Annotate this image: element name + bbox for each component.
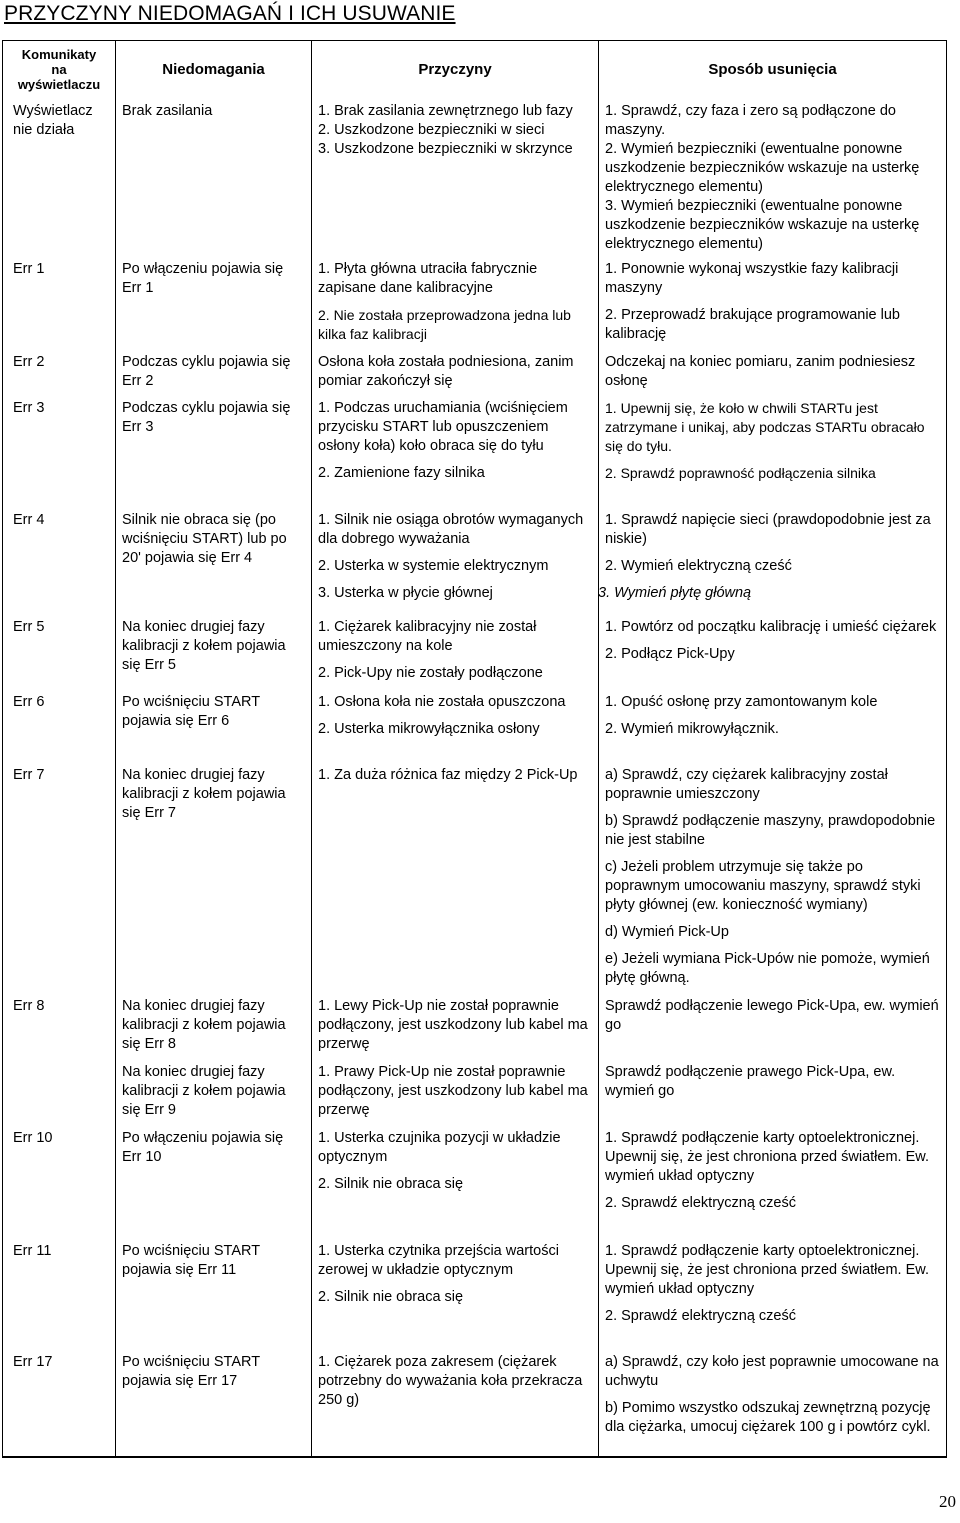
cause-item: 1. Podczas uruchamiania (wciśnięciem przycisku START lub opuszczeniem osłony koła) koło obraca się do tyłu xyxy=(318,400,568,454)
error-code: Err 8 xyxy=(13,998,45,1014)
cause-item: 2. Zamienione fazy silnika xyxy=(318,465,485,481)
remedy-item: Odczekaj na koniec pomiaru, zanim podniesiesz osłonę xyxy=(605,354,916,389)
remedy-cell xyxy=(599,98,947,256)
cause-item: 2. Silnik nie obraca się xyxy=(318,1176,464,1192)
remedy-item: 2. Sprawdź poprawność podłączenia silnika xyxy=(605,465,876,481)
remedy-cell xyxy=(599,1238,947,1349)
cause-item: 1. Ciężarek kalibracyjny nie został umieszczony na kole xyxy=(318,619,537,654)
cause-item: 1. Za duża różnica faz między 2 Pick-Up xyxy=(318,767,578,783)
table-row xyxy=(3,507,947,614)
remedy-cell xyxy=(599,993,947,1059)
table-row xyxy=(3,1125,947,1238)
cause-cell xyxy=(312,256,599,349)
remedy-item: 2. Sprawdź elektryczną cześć xyxy=(605,1195,796,1211)
cause-item: 1. Brak zasilania zewnętrznego lub fazy 2. Uszkodzone bezpieczniki w sieci 3. Uszkodzone bezpieczniki w skrzynce xyxy=(318,103,573,157)
error-code: Err 1 xyxy=(13,261,45,277)
table-row xyxy=(3,1238,947,1349)
table-row xyxy=(3,614,947,689)
cause-item: 1. Usterka czujnika pozycji w układzie optycznym xyxy=(318,1130,561,1165)
fault-description: Po wciśnięciu START pojawia się Err 11 xyxy=(116,1238,312,1349)
fault-description: Po wciśnięciu START pojawia się Err 6 xyxy=(116,689,312,762)
cause-item: 2. Usterka w systemie elektrycznym xyxy=(318,558,549,574)
header-display-messages-line: Komunikaty xyxy=(21,47,97,62)
remedy-item: 1. Sprawdź, czy faza i zero są podłączone do maszyny. 2. Wymień bezpieczniki (ewentualne ponowne uszkodzenie bezpieczników wskazuje na usterkę elektrycznego elementu) 3. Wymień bezpieczniki (ewentualne ponowne uszkodzenie bezpieczników wskazuje na usterkę elektrycznego elementu) xyxy=(605,103,920,252)
cause-item: 2. Usterka mikrowyłącznika osłony xyxy=(318,721,540,737)
remedy-item: 2. Wymień mikrowyłącznik. xyxy=(605,721,779,737)
error-code: Err 10 xyxy=(13,1130,53,1146)
fault-description: Po włączeniu pojawia się Err 1 xyxy=(116,256,312,349)
error-code: Err 7 xyxy=(13,767,45,783)
remedy-item: 1. Sprawdź napięcie sieci (prawdopodobnie jest za niskie) xyxy=(605,512,931,547)
fault-description: Po wciśnięciu START pojawia się Err 17 xyxy=(116,1349,312,1457)
remedy-cell xyxy=(599,689,947,762)
error-code: Err 4 xyxy=(13,512,45,528)
remedy-item: 2. Sprawdź elektryczną cześć xyxy=(605,1308,796,1324)
header-display-messages xyxy=(3,41,116,99)
table-row xyxy=(3,993,947,1059)
error-code: Err 17 xyxy=(13,1354,53,1370)
cause-item: 1. Ciężarek poza zakresem (ciężarek potrzebny do wyważania koła przekracza 250 g) xyxy=(318,1354,583,1408)
page-number: 20 xyxy=(939,1492,956,1511)
table-header-row xyxy=(3,41,947,99)
cause-cell xyxy=(312,349,599,395)
remedy-item: 3. Wymień płytę główną xyxy=(598,585,752,601)
remedy-cell xyxy=(599,1125,947,1238)
table-row xyxy=(3,349,947,395)
cause-item: 2. Pick-Upy nie zostały podłączone xyxy=(318,665,543,681)
table-row xyxy=(3,256,947,349)
fault-description: Na koniec drugiej fazy kalibracji z kołem pojawia się Err 9 xyxy=(116,1059,312,1125)
remedy-item: 2. Wymień elektryczną cześć xyxy=(605,558,792,574)
header-causes: Przyczyny xyxy=(312,41,599,99)
remedy-item: b) Sprawdź podłączenie maszyny, prawdopodobnie nie jest stabilne xyxy=(605,813,936,848)
remedy-item: b) Pomimo wszystko odszukaj zewnętrzną pozycję dla ciężarka, umocuj ciężarek 100 g i powtórz cykl. xyxy=(605,1400,931,1435)
error-code: Err 11 xyxy=(13,1243,52,1259)
remedy-cell xyxy=(599,395,947,507)
remedy-item: 1. Powtórz od początku kalibrację i umieść ciężarek xyxy=(605,619,937,635)
error-code: Wyświetlacz nie działa xyxy=(13,103,93,138)
remedy-item: 1. Ponownie wykonaj wszystkie fazy kalibracji maszyny xyxy=(605,261,899,296)
fault-description: Na koniec drugiej fazy kalibracji z kołem pojawia się Err 5 xyxy=(116,614,312,689)
remedy-cell xyxy=(599,614,947,689)
fault-description: Na koniec drugiej fazy kalibracji z kołem pojawia się Err 8 xyxy=(116,993,312,1059)
cause-item: 1. Silnik nie osiąga obrotów wymaganych dla dobrego wyważania xyxy=(318,512,584,547)
cause-item: 1. Lewy Pick-Up nie został poprawnie podłączony, jest uszkodzony lub kabel ma przerwę xyxy=(318,998,588,1052)
fault-description: Podczas cyklu pojawia się Err 2 xyxy=(116,349,312,395)
cause-cell xyxy=(312,1238,599,1349)
cause-item: 1. Płyta główna utraciła fabrycznie zapisane dane kalibracyjne xyxy=(318,261,538,296)
remedy-item: 1. Sprawdź podłączenie karty optoelektronicznej. Upewnij się, że jest chroniona przed światłem. Ew. wymień układ optyczny xyxy=(605,1243,929,1297)
fault-description: Podczas cyklu pojawia się Err 3 xyxy=(116,395,312,507)
table-row xyxy=(3,1349,947,1457)
remedy-item: a) Sprawdź, czy ciężarek kalibracyjny został poprawnie umieszczony xyxy=(605,767,888,802)
cause-item: 1. Osłona koła nie została opuszczona xyxy=(318,694,566,710)
fault-description: Brak zasilania xyxy=(116,98,312,256)
header-faults: Niedomagania xyxy=(116,41,312,99)
header-remedies: Sposób usunięcia xyxy=(599,41,947,99)
remedy-item: 2. Przeprowadź brakujące programowanie lub kalibrację xyxy=(605,307,900,342)
cause-item: 3. Usterka w płycie głównej xyxy=(318,585,493,601)
remedy-item: 1. Opuść osłonę przy zamontowanym kole xyxy=(605,694,878,710)
error-code: Err 5 xyxy=(13,619,45,635)
error-code: Err 2 xyxy=(13,354,45,370)
remedy-cell xyxy=(599,507,947,614)
cause-cell xyxy=(312,98,599,256)
remedy-item: 2. Podłącz Pick-Upy xyxy=(605,646,735,662)
remedy-item: Sprawdź podłączenie prawego Pick-Upa, ew. wymień go xyxy=(605,1064,896,1099)
cause-item: Osłona koła została podniesiona, zanim pomiar zakończył się xyxy=(318,354,574,389)
cause-cell xyxy=(312,614,599,689)
remedy-item: e) Jeżeli wymiana Pick-Upów nie pomoże, wymień płytę główną. xyxy=(605,951,930,986)
header-display-messages-line: na xyxy=(51,62,67,77)
remedy-item: a) Sprawdź, czy koło jest poprawnie umocowane na uchwytu xyxy=(605,1354,939,1389)
cause-cell xyxy=(312,395,599,507)
cause-cell xyxy=(312,689,599,762)
cause-item: 2. Silnik nie obraca się xyxy=(318,1289,464,1305)
error-code: Err 3 xyxy=(13,400,45,416)
page-title: PRZYCZYNY NIEDOMAGAŃ I ICH USUWANIE xyxy=(4,2,456,25)
remedy-item: d) Wymień Pick-Up xyxy=(605,924,729,940)
header-display-messages-line: wyświetlaczu xyxy=(17,77,101,92)
table-row xyxy=(3,98,947,256)
table-row xyxy=(3,689,947,762)
fault-description: Silnik nie obraca się (po wciśnięciu START) lub po 20' pojawia się Err 4 xyxy=(116,507,312,614)
cause-cell xyxy=(312,993,599,1059)
fault-description: Na koniec drugiej fazy kalibracji z kołem pojawia się Err 7 xyxy=(116,762,312,993)
troubleshooting-table xyxy=(2,40,947,1458)
remedy-cell xyxy=(599,256,947,349)
cause-cell xyxy=(312,762,599,993)
remedy-cell xyxy=(599,1059,947,1125)
remedy-cell xyxy=(599,349,947,395)
error-code xyxy=(3,1059,116,1125)
remedy-item: 1. Sprawdź podłączenie karty optoelektronicznej. Upewnij się, że jest chroniona przed światłem. Ew. wymień układ optyczny xyxy=(605,1130,929,1184)
remedy-item: Sprawdź podłączenie lewego Pick-Upa, ew. wymień go xyxy=(605,998,939,1033)
remedy-item: c) Jeżeli problem utrzymuje się także po poprawnym umocowaniu maszyny, sprawdź styki płyty głównej (ew. konieczność wymiany) xyxy=(605,859,921,913)
cause-cell xyxy=(312,507,599,614)
cause-cell xyxy=(312,1349,599,1457)
cause-cell xyxy=(312,1125,599,1238)
remedy-item: 1. Upewnij się, że koło w chwili STARTu jest zatrzymane i unikaj, aby podczas STARTu obracało się do tyłu. xyxy=(605,400,925,454)
cause-item: 2. Nie została przeprowadzona jedna lub kilka faz kalibracji xyxy=(318,307,571,342)
table-row xyxy=(3,395,947,507)
cause-item: 1. Usterka czytnika przejścia wartości zerowej w układzie optycznym xyxy=(318,1243,559,1278)
remedy-cell xyxy=(599,762,947,993)
cause-item: 1. Prawy Pick-Up nie został poprawnie podłączony, jest uszkodzony lub kabel ma przerwę xyxy=(318,1064,588,1118)
error-code: Err 6 xyxy=(13,694,45,710)
table-row xyxy=(3,1059,947,1125)
cause-cell xyxy=(312,1059,599,1125)
fault-description: Po włączeniu pojawia się Err 10 xyxy=(116,1125,312,1238)
table-row xyxy=(3,762,947,993)
remedy-cell xyxy=(599,1349,947,1457)
